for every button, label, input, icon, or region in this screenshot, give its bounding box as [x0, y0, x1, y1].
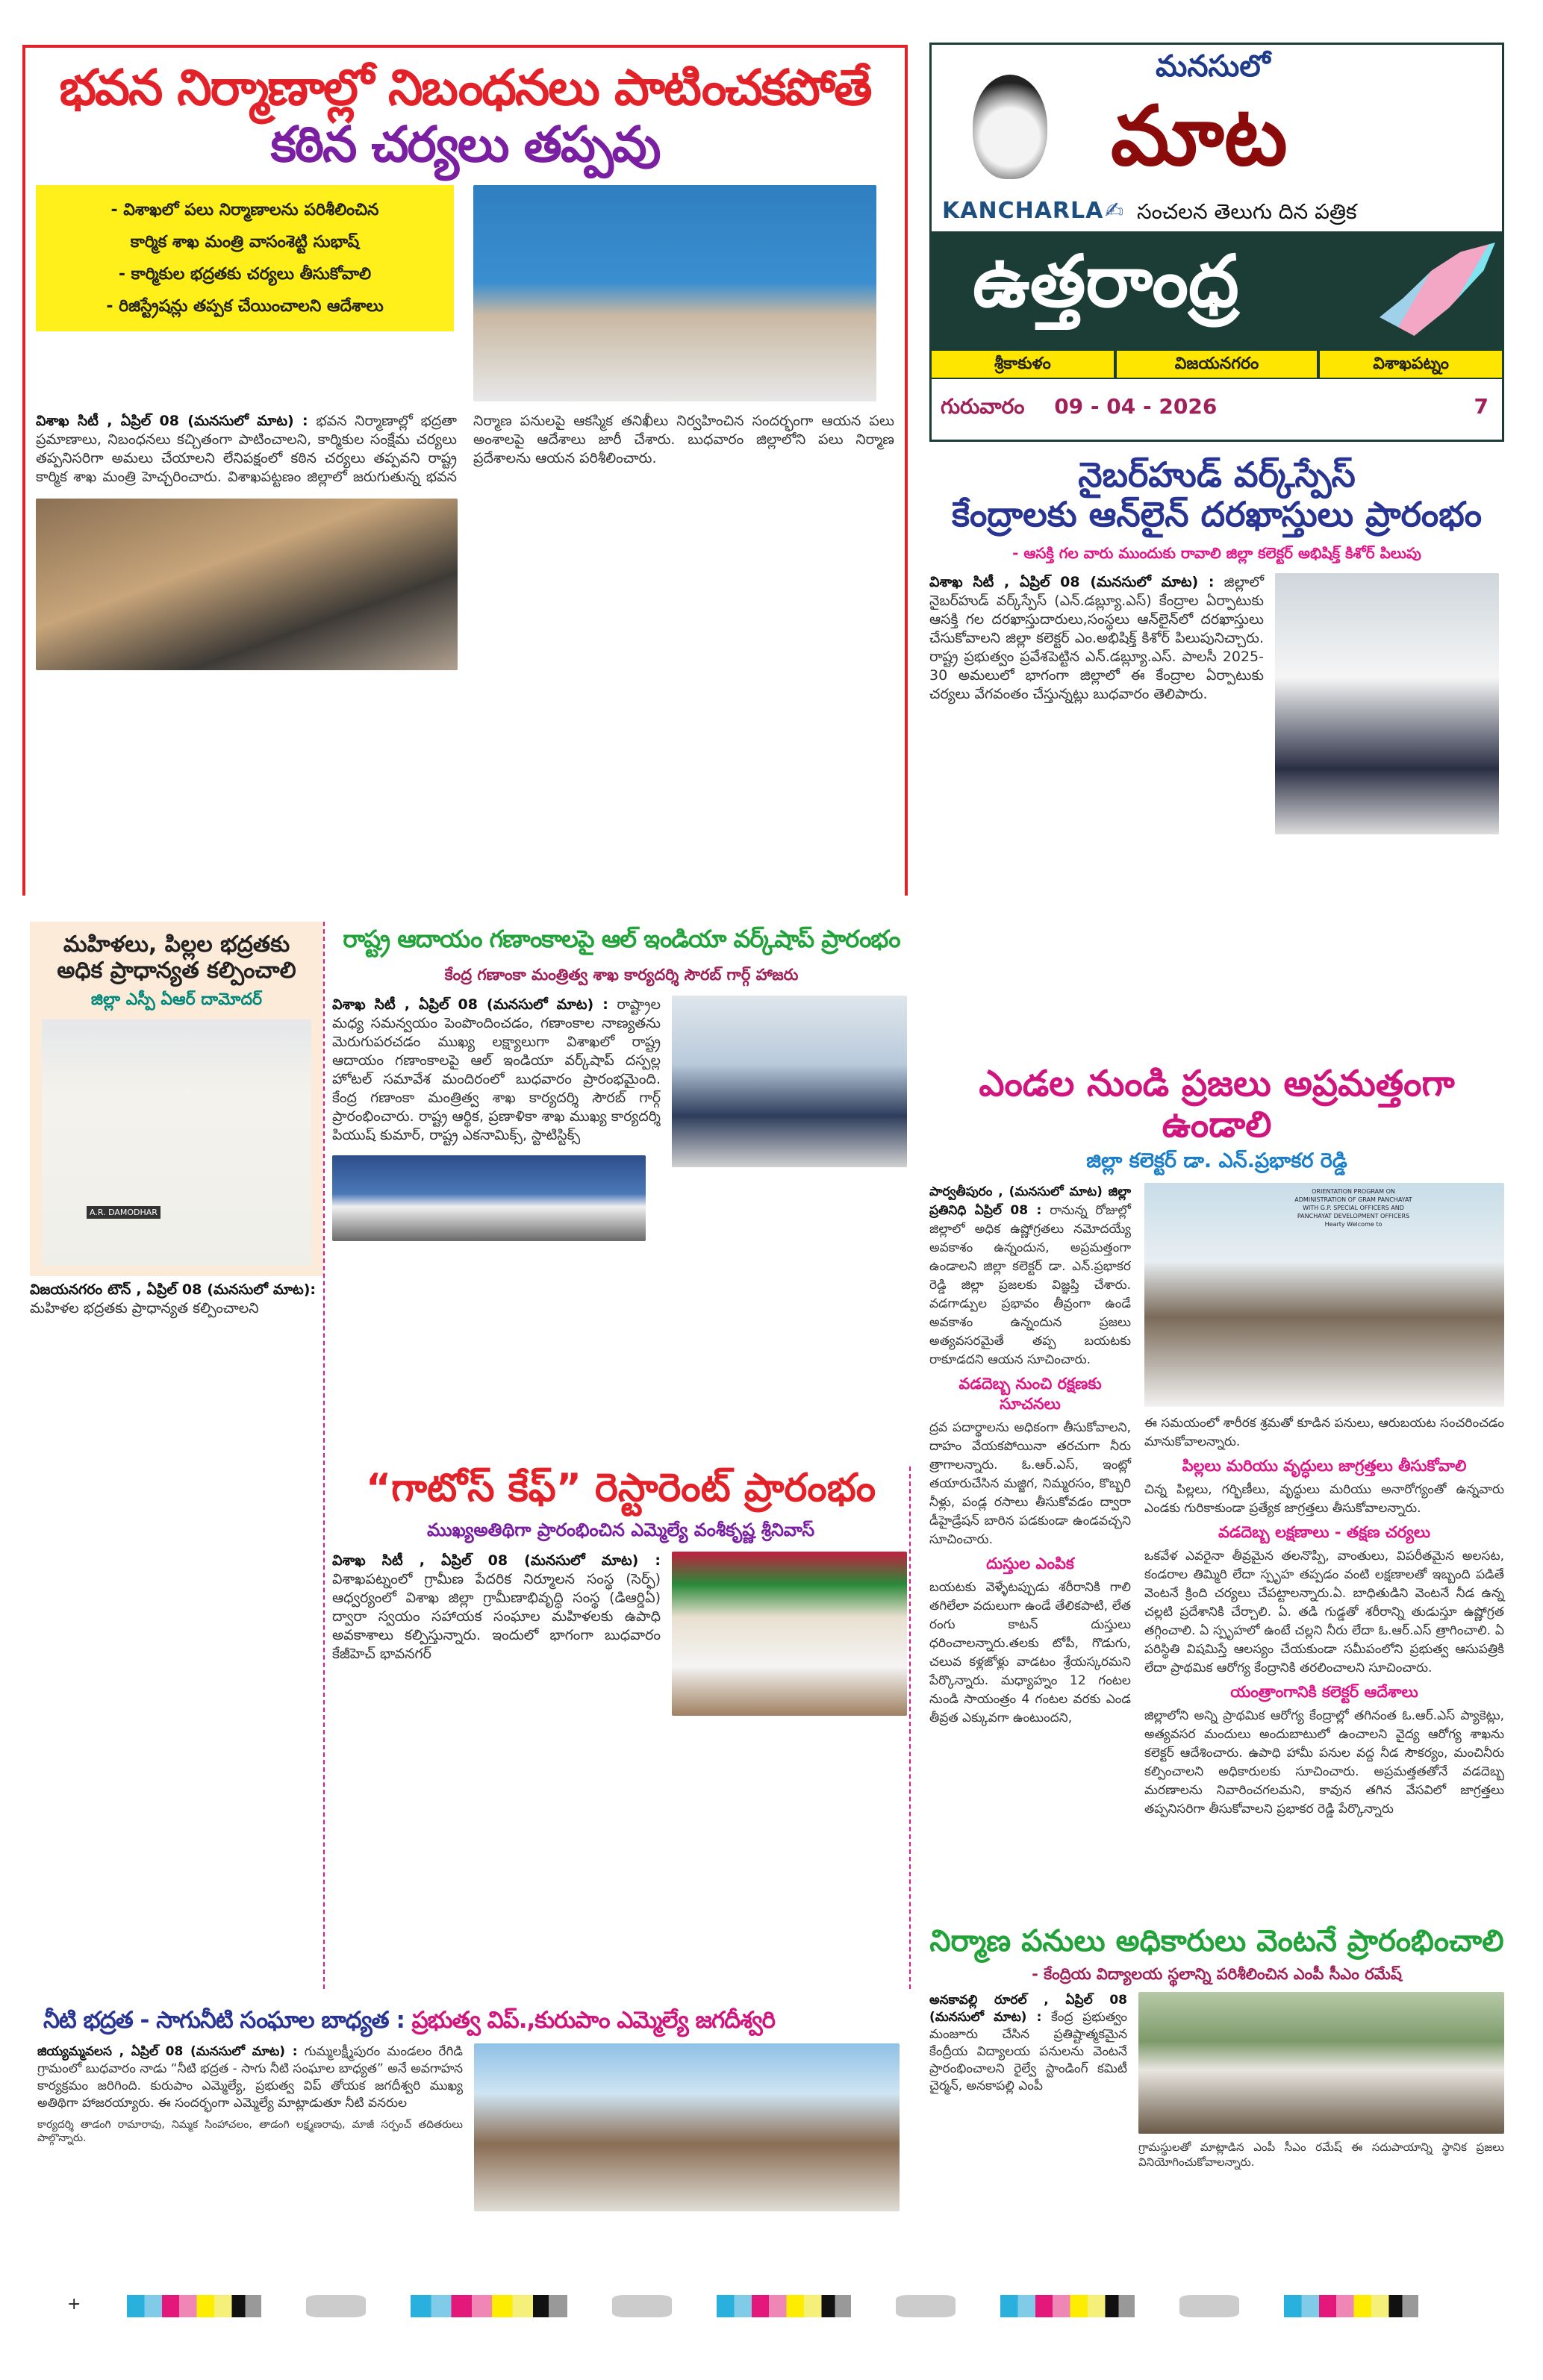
heatwave-article: [929, 1063, 1504, 1918]
nws-article: [929, 448, 1504, 1056]
lead-top-row: [36, 185, 894, 402]
heat-subhead: యంత్రాంగానికి కలెక్టర్ ఆదేశాలు: [1230, 1683, 1418, 1702]
registration-mark-icon: +: [67, 2295, 81, 2314]
edition-title: ఉత్తరాంధ్ర: [973, 240, 1239, 323]
workshop-body: [332, 996, 661, 1145]
heat-subhead: వడదెబ్బ నుంచి రక్షణకు సూచనలు: [958, 1375, 1102, 1414]
cmyk-swatch: [127, 2295, 261, 2317]
stage-banner: [1271, 1187, 1436, 1228]
dateline: విజయనగరం టౌన్ , ఏప్రిల్ 08 (మనసులో మాట):: [30, 1281, 316, 1298]
uttarandhra-map: [1380, 243, 1495, 336]
heat-subhead: పిల్లలు మరియు వృద్ధులు జాగ్రత్తలు తీసుకోవాలి: [1182, 1457, 1467, 1475]
kv-body-tail: గ్రామస్థులతో మాట్లాడిన ఎంపీ సీఎం రమేష్ ఈ సదుపాయాన్ని స్థానిక ప్రజలు వినియోగించుకోవాలన్నారు.: [1138, 2140, 1504, 2169]
nws-body-text: జిల్లాలో నైబర్‌హుడ్ వర్క్‌స్పేస్ (ఎన్.డబ్ల్యూ.ఎస్) కేంద్రాల ఏర్పాటుకు ఆసక్తి గల దరఖాస్తుదారులు,సంస్థలు ఆన్‌లైన్‌లో దరఖాస్తులు చేసుకోవాలని జిల్లా కలెక్టర్ ఎం.అభిషిక్త్ కిశోర్ పిలుపునిచ్చారు. రాష్ట్ర ప్రభుత్వం ప్రవేశపెట్టిన ఎన్.డబ్ల్యూ.ఎస్. పాలసీ 2025-30 అమలులో భాగంగా జిల్లాలో ఈ కేంద్రాల ఏర్పాటుకు చర్యలు వేగవంతం చేస్తున్నట్లు బుధవారం తెలిపారు.: [929, 573, 1264, 702]
banner-line: Hearty Welcome to: [1324, 1221, 1383, 1228]
banner-line: WITH G.P. SPECIAL OFFICERS AND: [1303, 1205, 1404, 1212]
banner-line: ADMINISTRATION OF GRAM PANCHAYAT: [1294, 1196, 1412, 1204]
district-vizianagaram: విజయనగరం: [1117, 351, 1317, 378]
lead-body-text: భవన నిర్మాణాల్లో భద్రతా ప్రమాణాలు, నిబంధనలు కచ్చితంగా పాటించాలని, కార్మికుల సంక్షేమ చర్యలు తప్పనిసరిగా అమలు చేయాలని లేనిపక్షంలో కఠిన చర్యలు తప్పవని రాష్ట్ర కార్మిక శాఖ మంత్రి హెచ్చరించారు. విశాఖపట్టణం జిల్లాలో జరుగుతున్న భవన నిర్మాణ పనులపై ఆకస్మిక తనిఖీలు నిర్వహించిన సందర్భంగా ఆయన పలు అంశాలపై ఆదేశాలు జారీ చేశారు. బుధవారం జిల్లాలోని పలు నిర్మాణ ప్రదేశాలను ఆయన పరిశీలించారు.: [36, 412, 894, 485]
kv-body: [929, 1992, 1127, 2095]
nws-headline-line2: కేంద్రాలకు ఆన్‌లైన్ దరఖాస్తులు ప్రారంభం: [951, 493, 1483, 534]
cafe-body: [332, 1552, 661, 1664]
lead-headline-red: భవన నిర్మాణాల్లో నిబంధనలు పాటించకపోతే: [59, 59, 871, 116]
heat-subhead: దుస్తుల ఎంపిక: [986, 1555, 1074, 1573]
workshop-body-text: రాష్ట్రాల మధ్య సమన్వయం పెంపొందించడం, గణాంకాల నాణ్యతను మెరుగుపరచడం ముఖ్య లక్ష్యాలుగా విశాఖలో రాష్ట్ర ఆదాయం గణాంకాలపై ఆల్ ఇండియా వర్క్‌షాప్ దస్పల్ల హోటల్ సమావేశ మందిరంలో బుధవారం ప్రారంభమైంది. కేంద్ర గణాంకా మంత్రిత్వ శాఖ కార్యదర్శి సౌరబ్ గార్గ్ ప్రారంభించారు. రాష్ట్ర ఆర్థిక, ప్రణాళికా శాఖ ముఖ్య కార్యదర్శి పియుష్ కుమార్, రాష్ట్ర ఎకనామిక్స్, స్టాటిస్టిక్స్: [332, 996, 661, 1143]
heat-right-col: [1144, 1183, 1504, 1819]
heat-para: ద్రవ పదార్థాలను అధికంగా తీసుకోవాలని, దాహం వేయకపోయినా తరచుగా నీరు త్రాగాలన్నారు. ఓ.ఆర్.ఎస్, ఇంట్లో తయారుచేసిన మజ్జిగ, నిమ్మరసం, కొబ్బరి నీళ్లు, పండ్ల రసాలు తీసుకోవడం ద్వారా డీహైడ్రేషన్ బారిన పడకుండా ఉండవచ్చని సూచించారు.: [929, 1420, 1131, 1548]
workshop-article: [332, 925, 911, 1455]
heat-para: ఒకవేళ ఎవరైనా తీవ్రమైన తలనొప్పి, వాంతులు, విపరీతమైన అలసట, కండరాల తిమ్మిరి లేదా స్పృహ తప్పడం వంటి లక్షణాలతో ఇబ్బంది పడితే వెంటనే క్రింది చర్యలు చేపట్టాలన్నారు.ఏ. బాధితుడిని వెంటనే నీడ ఉన్న చల్లటి ప్రదేశానికి చేర్చాలి. ఏ. తడి గుడ్డతో శరీరాన్ని తుడుస్తూ ఉష్ణోగ్రత తగ్గించాలి. ఏ స్పృహలో ఉంటే చల్లని నీరు లేదా ఓ.ఆర్.ఎస్ త్రాగించాలి. ఏ పరిస్థితి విషమిస్తే ఆలస్యం చేయకుండా సమీపంలోని ప్రభుత్వ ఆసుపత్రికి లేదా ప్రాథమిక ఆరోగ్య కేంద్రానికి తరలించాలని సూచించారు.: [1144, 1549, 1504, 1676]
edition-band: [932, 231, 1502, 349]
water-headline-blue: నీటి భద్రత - సాగునీటి సంఘాల బాధ్యత :: [43, 2007, 405, 2034]
lead-highlights-box: [36, 185, 454, 331]
banner-line: PANCHAYAT DEVELOPMENT OFFICERS: [1297, 1213, 1410, 1220]
lead-bullet: - విశాఖలో పలు నిర్మాణాలను పరిశీలించిన: [110, 200, 379, 219]
gray-swatch: [1179, 2295, 1239, 2317]
lead-bullet: కార్మిక శాఖ మంత్రి వాసంశెట్టి సుభాష్: [130, 232, 360, 252]
tagline: సంచలన తెలుగు దిన పత్రిక: [1137, 199, 1357, 224]
workshop-photo-dais: [332, 1155, 646, 1241]
cafe-headline: “గాటోస్ కేఫ్” రెస్టారెంట్ ప్రారంభం: [365, 1466, 876, 1511]
lead-body: [36, 412, 894, 487]
heat-photo-collector-podium: [1144, 1183, 1504, 1407]
lead-bullet: - కార్మికుల భద్రతకు చర్యలు తీసుకోవాలి: [118, 264, 372, 284]
heat-para: ఈ సమయంలో శారీరక శ్రమతో కూడిన పనులు, ఆరుబయట సంచరించడం మానుకోవాలన్నారు.: [1144, 1416, 1504, 1450]
heat-subhead: వడదెబ్బ లక్షణాలు - తక్షణ చర్యలు: [1218, 1523, 1431, 1542]
heat-headline: ఎండల నుండి ప్రజలు అప్రమత్తంగా ఉండాలి: [979, 1063, 1455, 1146]
dateline: పార్వతీపురం , (మనసులో మాట) జిల్లా ప్రతినిధి ఏప్రిల్ 08 :: [929, 1184, 1131, 1219]
gray-swatch: [306, 2295, 366, 2317]
cmyk-swatch: [411, 2295, 567, 2317]
kv-row: [929, 1992, 1504, 2170]
nws-body: [929, 573, 1264, 704]
district-visakhapatnam: విశాఖపట్నం: [1320, 351, 1502, 378]
kancharla-wordmark: KANCHARLA: [942, 198, 1104, 224]
cafe-photo-ribbon-cutting: [672, 1552, 907, 1716]
dateline: జియ్యమ్మవలస , ఏప్రిల్ 08 (మనసులో మాట) :: [37, 2043, 298, 2059]
sp-photo: [42, 1019, 311, 1266]
women-safety-article: [30, 922, 325, 1989]
district-bar: [932, 349, 1502, 379]
heat-subheadline: జిల్లా కలెక్టర్ డా. ఎన్.ప్రభాకర రెడ్డి: [1086, 1149, 1347, 1173]
cafe-body-text: విశాఖపట్నంలో గ్రామీణ పేదరిక నిర్మూలన సంస్థ (సెర్ఫ్) ఆధ్వర్యంలో విశాఖ జిల్లా గ్రామీణాభివృద్ధి సంస్థ (డిఆర్డిఏ) ద్వారా స్వయం సహాయక సంఘాల మహిళలకు ఉపాధి అవకాశాలు కల్పిస్తున్నారు. ఇందులో భాగంగా బుధవారం కేజీహెచ్ భావనగర్: [332, 1570, 661, 1662]
cmyk-swatch: [1284, 2295, 1418, 2317]
workshop-headline: రాష్ట్ర ఆదాయం గణాంకాలపై ఆల్ ఇండియా వర్క్‌షాప్ ప్రారంభం: [343, 925, 900, 953]
nws-headline-line1: నైబర్‌హుడ్ వర్క్‌స్పేస్: [1078, 455, 1356, 495]
cafe-row: [332, 1552, 909, 1716]
water-left-col: [37, 2043, 463, 2145]
kancharla-portrait-logo: [973, 75, 1047, 179]
heat-para: రానున్న రోజుల్లో జిల్లాలో అధిక ఉష్ణోగ్రతలు నమోదయ్యే అవకాశం ఉన్నందున, అప్రమత్తంగా ఉండాలని జిల్లా కలెక్టర్ డా. ఎన్.ప్రభాకర రెడ్డి జిల్లా ప్రజలకు విజ్ఞప్తి చేశారు. వడగాడ్పుల ప్రభావం తీవ్రంగా ఉండే అవకాశం ఉన్నందున ప్రజలు అత్యవసరమైతే తప్ప బయటకు రాకూడదని ఆయన సూచించారు.: [929, 1203, 1131, 1368]
kv-body-text: కేంద్ర ప్రభుత్వం మంజూరు చేసిన ప్రతిష్టాత్మకమైన కేంద్రీయ విద్యాలయ పనులను వెంటనే ప్రారంభించాలని రైల్వే స్టాండింగ్ కమిటీ చైర్మన్, అనకాపల్లి ఎంపీ: [929, 2010, 1127, 2093]
workshop-subheadline: కేంద్ర గణాంకా మంత్రిత్వ శాఖ కార్యదర్శి సౌరబ్ గార్గ్ హాజరు: [444, 965, 799, 984]
workshop-photo-lamp-lighting: [672, 996, 907, 1167]
issue-date: 09 - 04 - 2026: [1054, 394, 1218, 419]
water-body: [37, 2043, 463, 2112]
cmyk-swatch: [717, 2295, 851, 2317]
page-number: 7: [1474, 394, 1489, 419]
nws-photo-collector: [1275, 573, 1499, 834]
water-headline: [37, 2008, 903, 2034]
district-srikakulam: శ్రీకాకుళం: [932, 351, 1114, 378]
kv-right-col: [1138, 1992, 1504, 2170]
heat-col2: [1144, 1414, 1504, 1819]
lead-headline: [36, 60, 894, 173]
kv-subheadline: - కేంద్రియ విద్యాలయ స్థలాన్ని పరిశీలించిన ఎంపీ సీఎం రమేష్: [1032, 1965, 1402, 1983]
heat-para: చిన్న పిల్లలు, గర్భిణీలు, వృద్ధులు మరియు అనారోగ్యంతో ఉన్నవారు ఎండకు గురికాకుండా ప్రత్యేక జాగ్రత్తలు తీసుకోవాలన్నారు.: [1144, 1482, 1504, 1517]
women-subheadline: జిల్లా ఎస్పీ ఏఆర్ దామోదర్: [90, 990, 263, 1009]
gray-swatch: [612, 2295, 672, 2317]
brand-top: మనసులో: [1156, 49, 1271, 84]
women-header-panel: [30, 922, 323, 1276]
dateline: విశాఖ సిటీ , ఏప్రిల్ 08 (మనసులో మాట) :: [332, 996, 608, 1013]
cmyk-swatch: [1000, 2295, 1135, 2317]
banner-line: ORIENTATION PROGRAM ON: [1312, 1188, 1395, 1196]
cafe-subheadline: ముఖ్యఅతిథిగా ప్రారంభించిన ఎమ్మెల్యే వంశీకృష్ణ శ్రీనివాస్: [426, 1519, 815, 1540]
cafe-article: [332, 1467, 911, 1989]
lead-photo-site-inspection: [36, 499, 458, 670]
water-photo-event: [474, 2043, 900, 2211]
weekday: గురువారం: [941, 394, 1025, 419]
water-body-text: గుమ్మలక్ష్మీపురం మండలం రేగిడి గ్రామంలో బుధవారం నాడు “నీటి భద్రత - సాగు నీటి సంఘాల బాధ్యత” అనే అవగాహన కార్యక్రమం జరిగింది. కురుపాం ఎమ్మెల్యే, ప్రభుత్వ విప్ తోయక జగదీశ్వరి ముఖ్య అతిథిగా హాజరయ్యారు. ఈ సందర్భంగా ఎమ్మెల్యే మాట్లాడుతూ నీటి వనరుల: [37, 2043, 463, 2111]
heat-row: [929, 1183, 1504, 1819]
women-body: [30, 1276, 323, 1318]
dateline: విశాఖ సిటీ , ఏప్రిల్ 08 (మనసులో మాట) :: [36, 412, 308, 429]
dateline: అనకావల్లి రూరల్ , ఏప్రిల్ 08 (మనసులో మాట) :: [929, 1993, 1127, 2025]
water-article: [30, 2008, 911, 2276]
lead-photo-minister-workers: [473, 185, 876, 402]
brand-logo: మాట: [1111, 88, 1288, 184]
heat-para: బయటకు వెళ్ళేటప్పుడు శరీరానికి గాలి తగిలేలా వదులుగా ఉండే తేలికపాటి, లేత రంగు కాటన్ దుస్తులు ధరించాలన్నారు.తలకు టోపీ, గొడుగు, చలువ కళ్లజోళ్లు వాడటం శ్రేయస్కరమని పేర్కొన్నారు. మధ్యాహ్నం 12 గంటల నుండి సాయంత్రం 4 గంటల వరకు ఎండ తీవ్రత ఎక్కువగా ఉంటుందని,: [929, 1580, 1131, 1726]
workshop-left-col: [332, 996, 661, 1241]
name-badge: A.R. DAMODHAR: [87, 1206, 160, 1219]
heat-col1: [929, 1183, 1131, 1728]
dateline: విశాఖ సిటీ , ఏప్రిల్ 08 (మనసులో మాట) :: [929, 573, 1215, 590]
print-color-bar: [67, 2295, 1500, 2317]
gray-swatch: [896, 2295, 956, 2317]
lead-article: [22, 45, 908, 896]
kv-article: [929, 1924, 1504, 2275]
pen-icon: ✍: [1105, 198, 1124, 224]
women-body-text: మహిళల భద్రతకు ప్రాధాన్యత కల్పించాలని: [30, 1300, 259, 1317]
nws-row: [929, 573, 1504, 834]
kv-photo-site-visit: [1138, 1992, 1504, 2134]
masthead: [929, 43, 1504, 442]
date-row: [941, 384, 1493, 429]
women-headline: మహిళలు, పిల్లల భద్రతకు అధిక ప్రాధాన్యత కల్పించాలి: [57, 931, 296, 984]
water-body-tail: కార్యదర్శి తాడంగి రామారావు, నిమ్మక సింహాచలం, తాడంగి లక్ష్మణరావు, మాజీ సర్పంచ్ తదితరులు పాల్గొన్నారు.: [37, 2118, 463, 2144]
nws-subheadline: - ఆసక్తి గల వారు ముందుకు రావాలి జిల్లా కలెక్టర్ అభిషిక్త్ కిశోర్ పిలుపు: [1012, 543, 1421, 562]
lead-bullet: - రిజిస్ట్రేషన్లు తప్పక చేయించాలని ఆదేశాలు: [106, 296, 384, 316]
lead-headline-purple: కఠిన చర్యలు తప్పవు: [270, 115, 660, 173]
kv-headline: నిర్మాణ పనులు అధికారులు వెంటనే ప్రారంభించాలి: [929, 1924, 1504, 1958]
water-headline-pink: ప్రభుత్వ విప్.,కురుపాం ఎమ్మెల్యే జగదీశ్వరి: [411, 2007, 775, 2034]
heat-para: జిల్లాలోని అన్ని ప్రాథమిక ఆరోగ్య కేంద్రాల్లో తగినంత ఓ.ఆర్.ఎస్ ప్యాకెట్లు, అత్యవసర మందులు అందుబాటులో ఉంచాలని వైద్య ఆరోగ్య శాఖను కలెక్టర్ ఆదేశించారు. ఉపాధి హామీ పనుల వద్ద నీడ సౌకర్యం, మంచినీరు కల్పించాలని అధికారులకు సూచించారు. అప్రమత్తతతోనే వడదెబ్బ మరణాలను నివారించగలమని, కావున తగిన వేసవిలో జాగ్రత్తలు తప్పనిసరిగా తీసుకోవాలని ప్రభాకర రెడ్డి పేర్కొన్నారు: [1144, 1708, 1504, 1817]
workshop-row: [332, 996, 911, 1241]
dateline: విశాఖ సిటీ , ఏప్రిల్ 08 (మనసులో మాట) :: [332, 1552, 661, 1569]
water-row: [37, 2043, 903, 2211]
